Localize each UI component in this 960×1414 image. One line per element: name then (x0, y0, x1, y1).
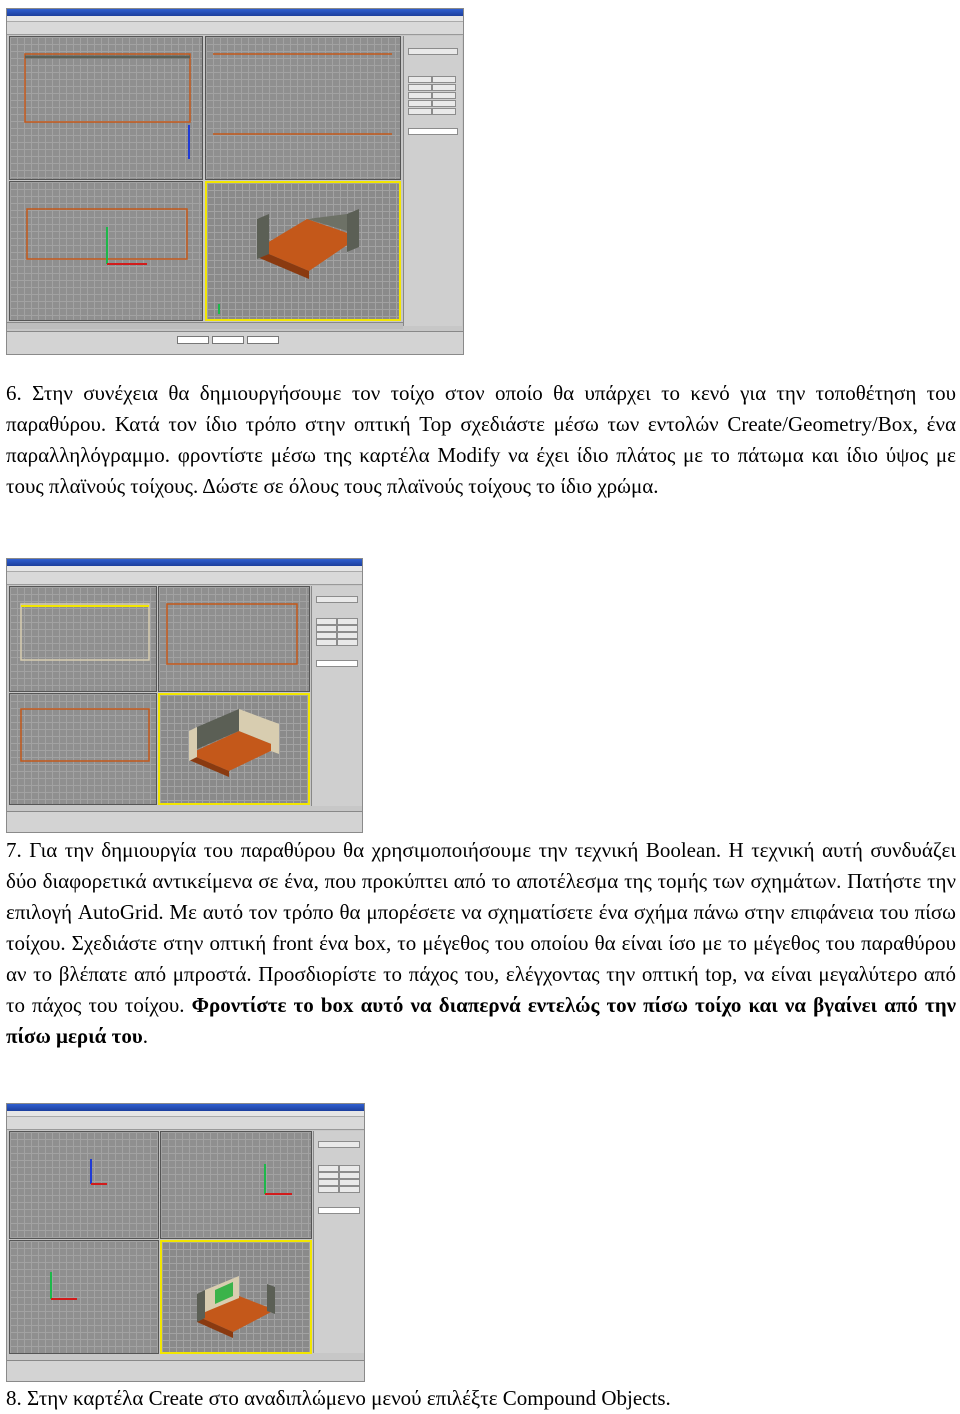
paragraph-step6: 6. Στην συνέχεια θα δημιουργήσουμε τον τοίχο στον οποίο θα υπάρχει το κενό για την τοποθέτηση του παραθύρου. Κατά τον ίδιο τρόπο στην οπτική Top σχεδιάστε μέσω των εντολών Create/Geometry/Box, ένα παραλληλόγραμμο. φροντίστε μέσω της καρτέλα Modify να έχει ίδιο πλάτος με το πάτωμα και ίδιο ύψος με τους πλαϊνούς τοίχους. Δώστε σε όλους τους πλαϊνούς τοίχους το ίδιο χρώμα. (6, 381, 956, 498)
step7-text: 7. Για την δημιουργία του παραθύρου θα χρησιμοποιήσουμε την τεχνική Boolean. Η τεχνική αυτή συνδυάζει δύο διαφορετικά αντικείμενα σε ένα, που προκύπτει από το αποτέλεσμα της τομής των σχημάτων. Πατήστε την επιλογή AutoGrid. Με αυτό τον τρόπο θα μπορέσετε να σχηματίσετε ένα σχήμα πάνω στην επιφάνεια του πίσω τοίχου. Σχεδιάστε στην οπτική front ένα box, το μέγεθος του οποίου θα είναι ίσο με το μέγεθος του παραθύρου αν το βλέπατε από μπροστά. Προσδιορίστε το πάχος του, ελέγχοντας την οπτική top, να είναι μεγαλύτερο από το πάχος του τοίχου. (6, 838, 956, 1017)
command-panel[interactable] (313, 1131, 364, 1353)
floor-outline-top (25, 54, 190, 122)
pyramid-button[interactable] (337, 639, 358, 646)
status-bar (7, 1360, 364, 1381)
room-model (197, 1276, 275, 1338)
tube-button[interactable] (432, 92, 456, 99)
status-bar (7, 811, 362, 832)
room-model (189, 709, 279, 777)
teapot-button[interactable] (408, 108, 432, 115)
command-panel[interactable] (311, 586, 362, 806)
y-coord-field[interactable] (212, 336, 244, 344)
cone-button[interactable] (337, 618, 358, 625)
cylinder-button[interactable] (408, 92, 432, 99)
cylinder-button[interactable] (318, 1179, 339, 1186)
viewport-content (7, 9, 463, 354)
pyramid-button[interactable] (339, 1186, 360, 1193)
screenshot-step6 (6, 558, 363, 833)
geosphere-button[interactable] (337, 625, 358, 632)
tube-button[interactable] (339, 1179, 360, 1186)
room-model (257, 209, 359, 279)
cone-button[interactable] (432, 76, 456, 83)
cone-button[interactable] (339, 1165, 360, 1172)
viewport-content (7, 1104, 364, 1381)
torus-button[interactable] (316, 639, 337, 646)
viewport-content (7, 559, 362, 832)
step7-bold-text: Φροντίστε το box αυτό να διαπερνά εντελώς τον πίσω τοίχο και να βγαίνει από την πίσω μεριά του (6, 993, 957, 1048)
step7-end: . (142, 1024, 148, 1048)
box-button[interactable] (316, 618, 337, 625)
x-coord-field[interactable] (177, 336, 209, 344)
name-field[interactable] (316, 660, 358, 667)
command-panel[interactable] (403, 36, 462, 326)
object-type-dropdown[interactable] (408, 48, 458, 55)
time-slider[interactable] (7, 322, 403, 329)
plane-button[interactable] (432, 108, 456, 115)
object-type-dropdown[interactable] (316, 596, 358, 603)
screenshot-step7 (6, 1103, 365, 1382)
geosphere-button[interactable] (432, 84, 456, 91)
screenshot-step5 (6, 8, 464, 355)
box-button[interactable] (408, 76, 432, 83)
name-field[interactable] (318, 1207, 360, 1214)
torus-button[interactable] (318, 1186, 339, 1193)
sphere-button[interactable] (316, 625, 337, 632)
torus-button[interactable] (408, 100, 432, 107)
status-bar (7, 331, 463, 354)
paragraph-step8: 8. Στην καρτέλα Create στο αναδιπλώμενο μενού επιλέξτε Compound Objects. (6, 1386, 671, 1410)
geosphere-button[interactable] (339, 1172, 360, 1179)
paragraph-step7 (6, 835, 956, 1052)
z-coord-field[interactable] (247, 336, 279, 344)
box-button[interactable] (318, 1165, 339, 1172)
sphere-button[interactable] (408, 84, 432, 91)
cylinder-button[interactable] (316, 632, 337, 639)
sphere-button[interactable] (318, 1172, 339, 1179)
tube-button[interactable] (337, 632, 358, 639)
name-field[interactable] (408, 128, 458, 135)
pyramid-button[interactable] (432, 100, 456, 107)
object-type-dropdown[interactable] (318, 1141, 360, 1148)
